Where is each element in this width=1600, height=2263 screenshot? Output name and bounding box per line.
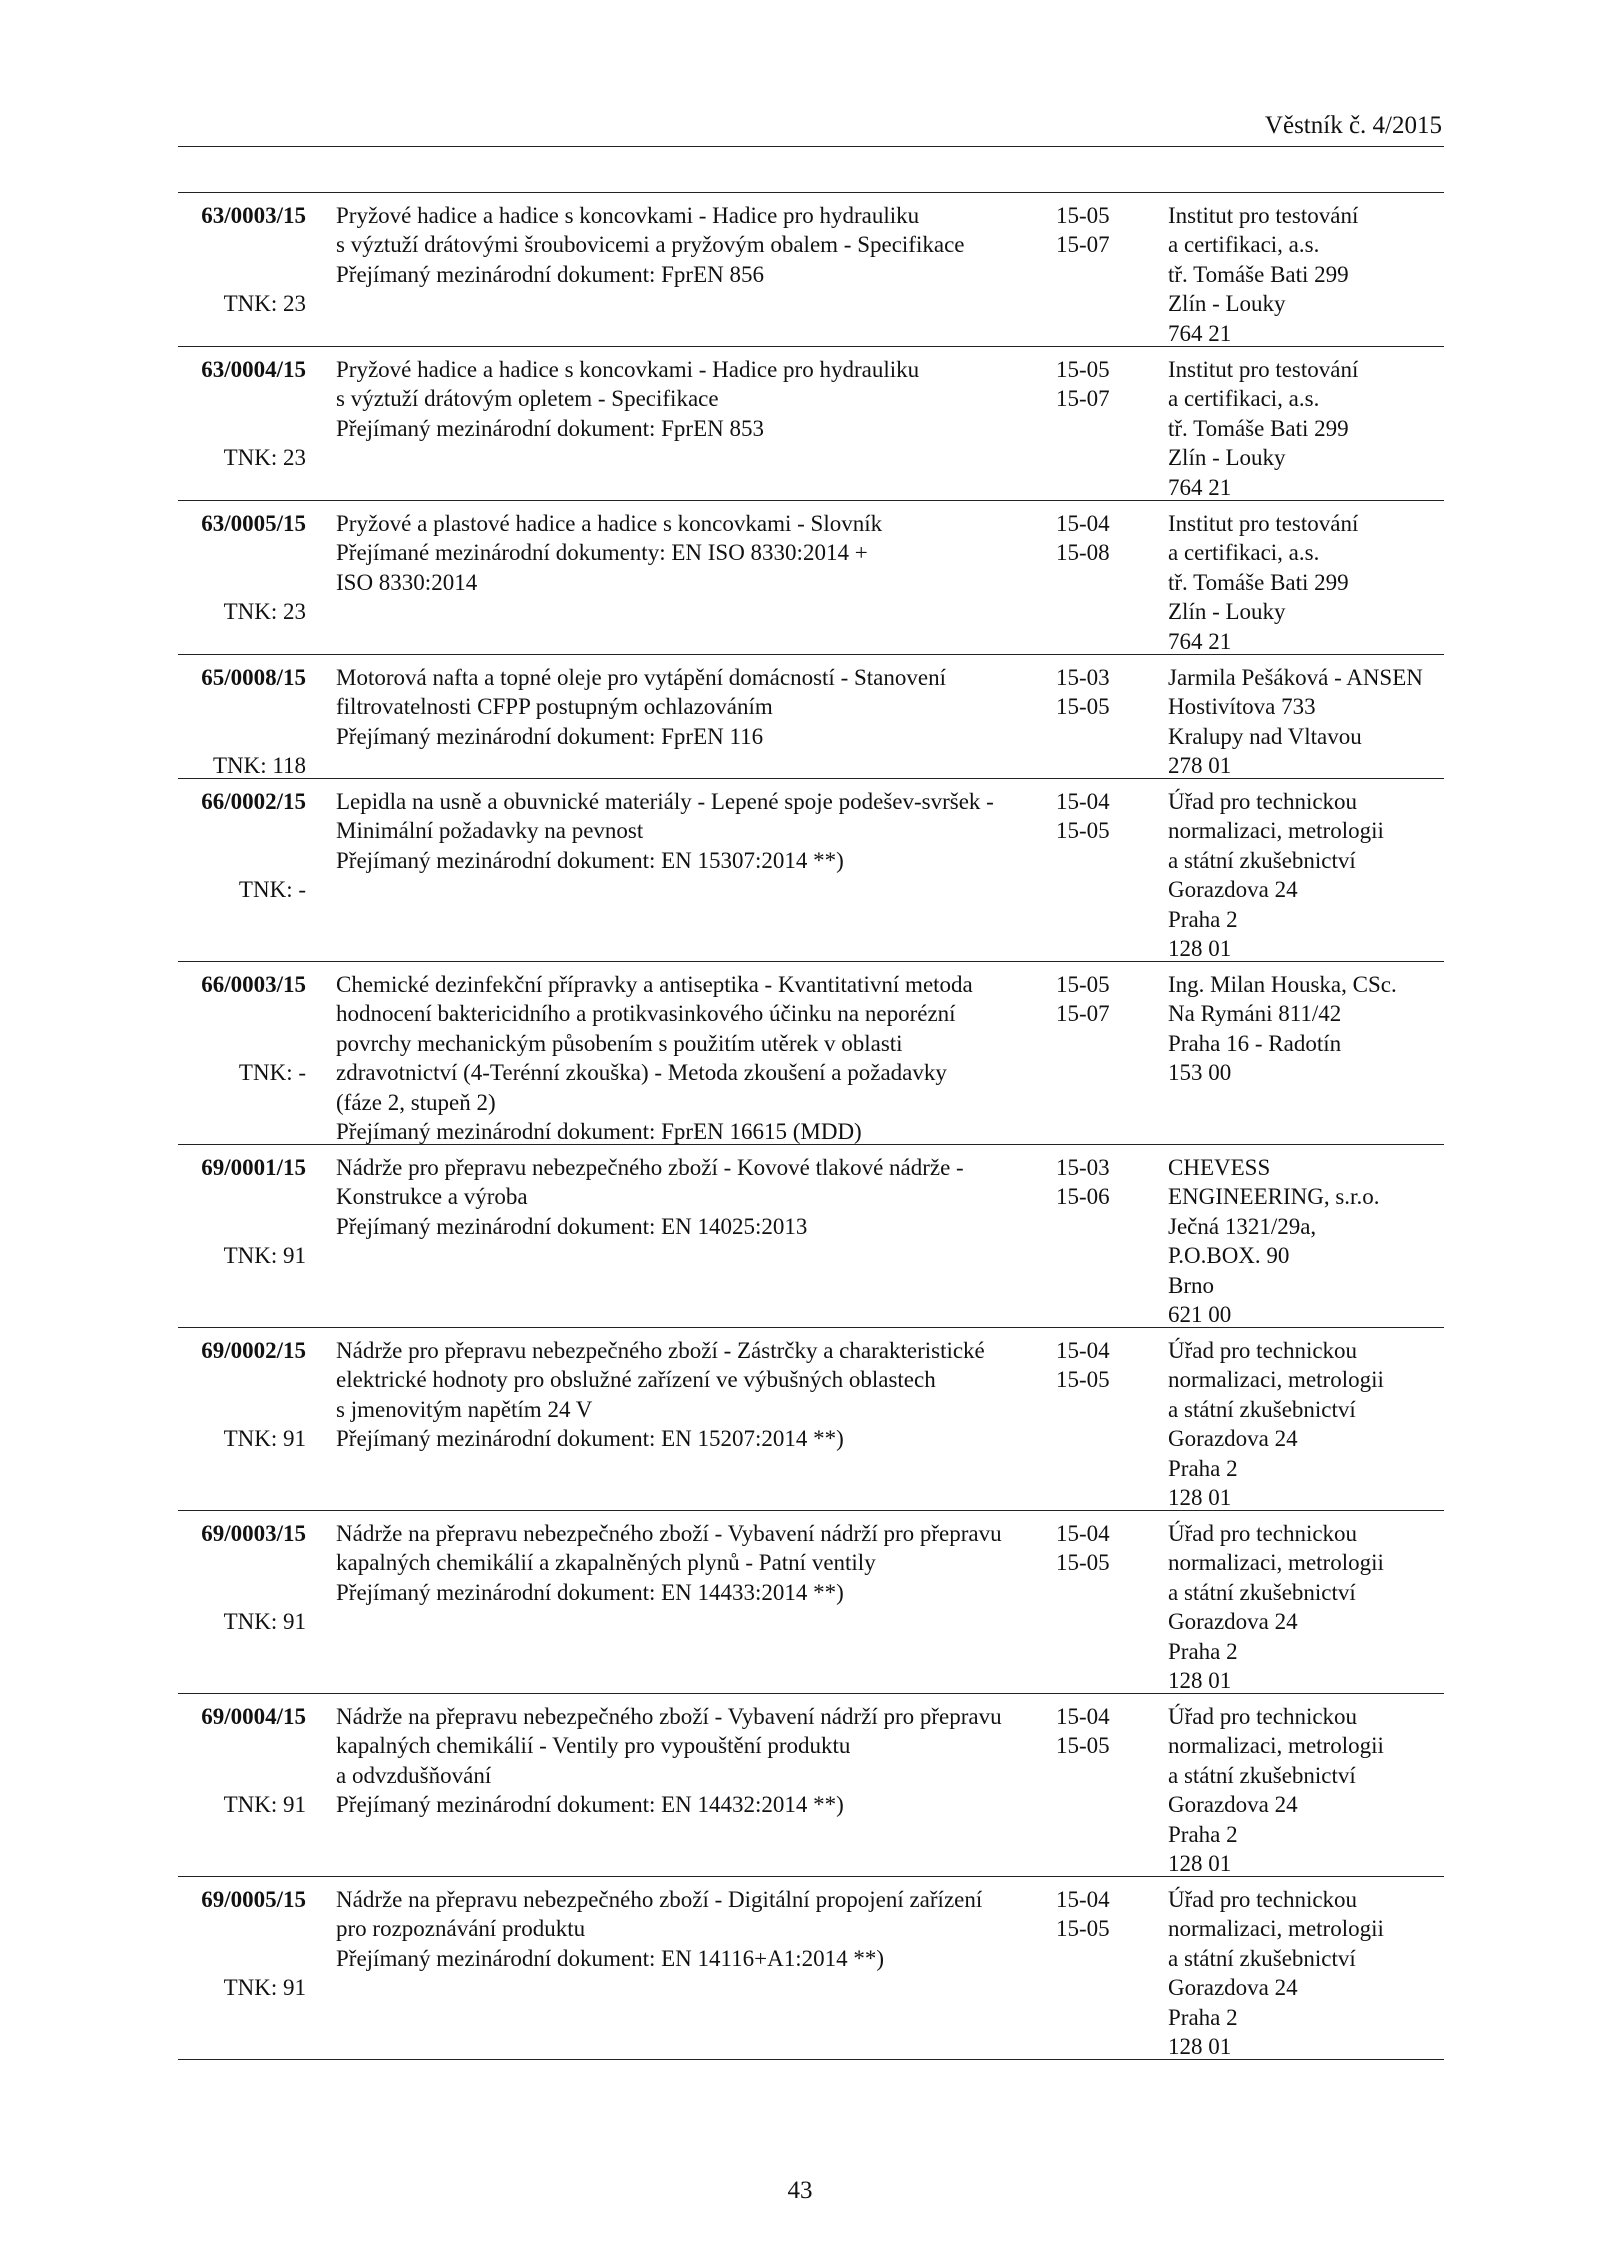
title-line: Lepidla na usně a obuvnické materiály - Lepené spoje podešev-svršek - [336, 789, 994, 814]
entry-number-cell [178, 201, 306, 316]
entry-number: 69/0004/15 [201, 1704, 306, 1729]
table-row [178, 655, 1444, 779]
tnk-label: TNK: 91 [223, 1426, 306, 1451]
title-line: Přejímaný mezinárodní dokument: EN 14433:2014 **) [336, 1579, 844, 1605]
address-line: tř. Tomáše Bati 299 [1168, 569, 1349, 595]
address-line: Praha 2 [1168, 1821, 1238, 1847]
entry-number: 69/0002/15 [201, 1338, 306, 1363]
table-row [178, 1328, 1444, 1511]
entry-dates [1056, 787, 1146, 846]
entry-dates [1056, 1153, 1146, 1212]
title-line: povrchy mechanickým působením s použitím utěrek v oblasti [336, 1030, 903, 1056]
address-line: a státní zkušebnictví [1168, 1762, 1356, 1788]
title-line: Přejímaný mezinárodní dokument: EN 15207:2014 **) [336, 1426, 844, 1452]
address-line: 764 21 [1168, 320, 1232, 346]
address-line: Ing. Milan Houska, CSc. [1168, 972, 1397, 997]
title-line: a odvzdušňování [336, 1762, 492, 1788]
address-line: a státní zkušebnictví [1168, 1945, 1356, 1971]
entry-title [336, 1702, 1026, 1820]
entry-title [336, 355, 1026, 443]
title-line: Chemické dezinfekční přípravky a antiseptika - Kvantitativní metoda [336, 972, 973, 997]
entry-address [1168, 1702, 1458, 1878]
entry-address [1168, 1519, 1458, 1695]
table-row [178, 1511, 1444, 1694]
date-value: 15-04 [1056, 511, 1110, 536]
date-value: 15-05 [1056, 694, 1110, 720]
entry-address [1168, 509, 1458, 656]
entry-address [1168, 201, 1458, 348]
title-line: (fáze 2, stupeň 2) [336, 1089, 496, 1115]
entry-number-cell [178, 1519, 306, 1634]
entry-number-cell [178, 970, 306, 1085]
entry-number: 66/0002/15 [201, 789, 306, 814]
entry-address [1168, 663, 1458, 781]
title-line: Nádrže pro přepravu nebezpečného zboží - Zástrčky a charakteristické [336, 1338, 985, 1363]
title-line: Přejímaný mezinárodní dokument: EN 14432:2014 **) [336, 1792, 844, 1818]
entry-number-cell [178, 1885, 306, 2000]
address-line: Zlín - Louky [1168, 291, 1286, 317]
title-line: Přejímaný mezinárodní dokument: FprEN 116 [336, 723, 764, 749]
title-line: Pryžové hadice a hadice s koncovkami - Hadice pro hydrauliku [336, 357, 920, 382]
address-line: normalizaci, metrologii [1168, 1550, 1384, 1576]
date-value: 15-04 [1056, 1521, 1110, 1546]
date-value: 15-05 [1056, 972, 1110, 997]
tnk-label: TNK: 23 [223, 291, 306, 316]
entry-title [336, 509, 1026, 597]
address-line: Na Rymáni 811/42 [1168, 1001, 1342, 1027]
entry-number: 69/0001/15 [201, 1155, 306, 1180]
entry-number: 63/0003/15 [201, 203, 306, 228]
entry-address [1168, 1885, 1458, 2061]
entry-address [1168, 1336, 1458, 1512]
title-line: Pryžové a plastové hadice a hadice s koncovkami - Slovník [336, 511, 883, 536]
title-line: Přejímaný mezinárodní dokument: EN 14116+A1:2014 **) [336, 1945, 885, 1971]
entry-dates [1056, 1702, 1146, 1761]
address-line: 621 00 [1168, 1302, 1232, 1328]
date-value: 15-07 [1056, 1001, 1110, 1027]
address-line: Brno [1168, 1272, 1214, 1298]
address-line: tř. Tomáše Bati 299 [1168, 261, 1349, 287]
entry-number-cell [178, 355, 306, 470]
title-line: Nádrže na přepravu nebezpečného zboží - Vybavení nádrží pro přepravu [336, 1521, 1002, 1546]
date-value: 15-05 [1056, 1916, 1110, 1942]
title-line: kapalných chemikálií a zkapalněných plynů - Patní ventily [336, 1550, 876, 1576]
title-line: filtrovatelnosti CFPP postupným ochlazováním [336, 694, 773, 720]
title-line: Přejímaný mezinárodní dokument: EN 15307:2014 **) [336, 847, 844, 873]
address-line: a certifikaci, a.s. [1168, 386, 1320, 412]
address-line: 764 21 [1168, 628, 1232, 654]
title-line: Přejímaný mezinárodní dokument: EN 14025:2013 [336, 1213, 808, 1239]
entry-title [336, 1885, 1026, 1973]
address-line: 128 01 [1168, 1485, 1232, 1511]
address-line: Praha 2 [1168, 1455, 1238, 1481]
entry-dates [1056, 970, 1146, 1029]
address-line: Zlín - Louky [1168, 599, 1286, 625]
title-line: s výztuží drátovým opletem - Specifikace [336, 386, 719, 412]
title-line: Nádrže na přepravu nebezpečného zboží - Digitální propojení zařízení [336, 1887, 983, 1912]
address-line: Úřad pro technickou [1168, 1887, 1358, 1912]
address-line: 128 01 [1168, 936, 1232, 962]
entry-number-cell [178, 509, 306, 624]
entry-number-cell [178, 1702, 306, 1817]
date-value: 15-05 [1056, 818, 1110, 844]
entry-title [336, 1153, 1026, 1241]
tnk-label: TNK: 23 [223, 599, 306, 624]
entry-number: 66/0003/15 [201, 972, 306, 997]
address-line: normalizaci, metrologii [1168, 818, 1384, 844]
address-line: Gorazdova 24 [1168, 1426, 1298, 1452]
table-row [178, 1145, 1444, 1328]
entry-address [1168, 355, 1458, 502]
page-number: 43 [787, 2177, 813, 2204]
title-line: s jmenovitým napětím 24 V [336, 1396, 593, 1422]
entry-number: 63/0004/15 [201, 357, 306, 382]
entry-dates [1056, 509, 1146, 568]
address-line: Praha 2 [1168, 906, 1238, 932]
title-line: zdravotnictví (4-Terénní zkouška) - Metoda zkoušení a požadavky [336, 1060, 947, 1086]
date-value: 15-03 [1056, 1155, 1110, 1180]
date-value: 15-05 [1056, 1733, 1110, 1759]
entry-title [336, 1519, 1026, 1607]
entry-title [336, 1336, 1026, 1454]
tnk-label: TNK: - [238, 877, 306, 902]
entry-title [336, 663, 1026, 751]
address-line: Úřad pro technickou [1168, 1704, 1358, 1729]
entry-address [1168, 1153, 1458, 1329]
title-line: Přejímaný mezinárodní dokument: FprEN 853 [336, 415, 764, 441]
date-value: 15-04 [1056, 1887, 1110, 1912]
title-line: hodnocení baktericidního a protikvasinkového účinku na neporézní [336, 1001, 956, 1027]
entry-dates [1056, 355, 1146, 414]
date-value: 15-07 [1056, 386, 1110, 412]
address-line: Institut pro testování [1168, 511, 1359, 536]
address-line: Institut pro testování [1168, 357, 1359, 382]
address-line: 278 01 [1168, 753, 1232, 779]
entry-dates [1056, 201, 1146, 260]
date-value: 15-08 [1056, 540, 1110, 566]
address-line: 764 21 [1168, 474, 1232, 500]
title-line: Pryžové hadice a hadice s koncovkami - Hadice pro hydrauliku [336, 203, 920, 228]
title-line: Přejímané mezinárodní dokumenty: EN ISO 8330:2014 + [336, 540, 868, 566]
entry-title [336, 787, 1026, 875]
entry-number: 63/0005/15 [201, 511, 306, 536]
address-line: a certifikaci, a.s. [1168, 232, 1320, 258]
date-value: 15-05 [1056, 203, 1110, 228]
title-line: Minimální požadavky na pevnost [336, 818, 644, 844]
entry-number-cell [178, 1336, 306, 1451]
entry-title [336, 201, 1026, 289]
date-value: 15-05 [1056, 1550, 1110, 1576]
title-line: s výztuží drátovými šroubovicemi a pryžovým obalem - Specifikace [336, 232, 965, 258]
address-line: a certifikaci, a.s. [1168, 540, 1320, 566]
table-row [178, 779, 1444, 962]
tnk-label: TNK: 91 [223, 1792, 306, 1817]
tnk-label: TNK: 91 [223, 1975, 306, 2000]
tnk-label: TNK: 118 [212, 753, 306, 778]
address-line: Úřad pro technickou [1168, 1521, 1358, 1546]
title-line: Přejímaný mezinárodní dokument: FprEN 856 [336, 261, 764, 287]
address-line: a státní zkušebnictví [1168, 1579, 1356, 1605]
address-line: 153 00 [1168, 1060, 1232, 1086]
entry-dates [1056, 1519, 1146, 1578]
address-line: Zlín - Louky [1168, 445, 1286, 471]
address-line: Praha 16 - Radotín [1168, 1030, 1342, 1056]
entry-title [336, 970, 1026, 1146]
tnk-label: TNK: - [238, 1060, 306, 1085]
address-line: Gorazdova 24 [1168, 1792, 1298, 1818]
entry-number-cell [178, 663, 306, 778]
title-line: elektrické hodnoty pro obslužné zařízení ve výbušných oblastech [336, 1367, 936, 1393]
page-header [178, 108, 1444, 147]
date-value: 15-07 [1056, 232, 1110, 258]
table-row [178, 1877, 1444, 2060]
address-line: Kralupy nad Vltavou [1168, 723, 1362, 749]
address-line: P.O.BOX. 90 [1168, 1243, 1290, 1269]
tnk-label: TNK: 91 [223, 1609, 306, 1634]
address-line: Gorazdova 24 [1168, 1975, 1298, 2001]
address-line: normalizaci, metrologii [1168, 1367, 1384, 1393]
title-line: Nádrže na přepravu nebezpečného zboží - Vybavení nádrží pro přepravu [336, 1704, 1002, 1729]
title-line: Motorová nafta a topné oleje pro vytápění domácností - Stanovení [336, 665, 946, 690]
entry-address [1168, 970, 1458, 1088]
title-line: Nádrže pro přepravu nebezpečného zboží - Kovové tlakové nádrže - [336, 1155, 964, 1180]
table-row [178, 1694, 1444, 1877]
address-line: a státní zkušebnictví [1168, 1396, 1356, 1422]
address-line: Hostivítova 733 [1168, 694, 1316, 720]
address-line: Ječná 1321/29a, [1168, 1213, 1317, 1239]
title-line: pro rozpoznávání produktu [336, 1916, 586, 1942]
entry-dates [1056, 1885, 1146, 1944]
date-value: 15-03 [1056, 665, 1110, 690]
address-line: Praha 2 [1168, 1638, 1238, 1664]
address-line: ENGINEERING, s.r.o. [1168, 1184, 1380, 1210]
address-line: Praha 2 [1168, 2004, 1238, 2030]
address-line: Institut pro testování [1168, 203, 1359, 228]
address-line: 128 01 [1168, 2034, 1232, 2060]
title-line: ISO 8330:2014 [336, 569, 478, 595]
table-row [178, 193, 1444, 347]
entry-number: 69/0003/15 [201, 1521, 306, 1546]
entry-number-cell [178, 787, 306, 902]
address-line: Jarmila Pešáková - ANSEN [1168, 665, 1423, 690]
address-line: tř. Tomáše Bati 299 [1168, 415, 1349, 441]
address-line: CHEVESS [1168, 1155, 1271, 1180]
entry-dates [1056, 1336, 1146, 1395]
tnk-label: TNK: 23 [223, 445, 306, 470]
entry-number-cell [178, 1153, 306, 1268]
address-line: Úřad pro technickou [1168, 789, 1358, 814]
date-value: 15-05 [1056, 1367, 1110, 1393]
entry-number: 69/0005/15 [201, 1887, 306, 1912]
date-value: 15-04 [1056, 1704, 1110, 1729]
table-row [178, 962, 1444, 1145]
address-line: Úřad pro technickou [1168, 1338, 1358, 1363]
table-row [178, 347, 1444, 501]
address-line: Gorazdova 24 [1168, 1609, 1298, 1635]
entry-address [1168, 787, 1458, 963]
table-row [178, 501, 1444, 655]
date-value: 15-04 [1056, 789, 1110, 814]
tnk-label: TNK: 91 [223, 1243, 306, 1268]
standards-table [178, 192, 1444, 2060]
entry-number: 65/0008/15 [201, 665, 306, 690]
title-line: kapalných chemikálií - Ventily pro vypouštění produktu [336, 1733, 851, 1759]
title-line: Konstrukce a výroba [336, 1184, 528, 1210]
bulletin-title: Věstník č. 4/2015 [1264, 112, 1442, 139]
title-line: Přejímaný mezinárodní dokument: FprEN 16615 (MDD) [336, 1119, 862, 1145]
address-line: Gorazdova 24 [1168, 877, 1298, 903]
address-line: 128 01 [1168, 1668, 1232, 1694]
address-line: 128 01 [1168, 1851, 1232, 1877]
date-value: 15-04 [1056, 1338, 1110, 1363]
date-value: 15-05 [1056, 357, 1110, 382]
entry-dates [1056, 663, 1146, 722]
date-value: 15-06 [1056, 1184, 1110, 1210]
address-line: a státní zkušebnictví [1168, 847, 1356, 873]
address-line: normalizaci, metrologii [1168, 1733, 1384, 1759]
address-line: normalizaci, metrologii [1168, 1916, 1384, 1942]
